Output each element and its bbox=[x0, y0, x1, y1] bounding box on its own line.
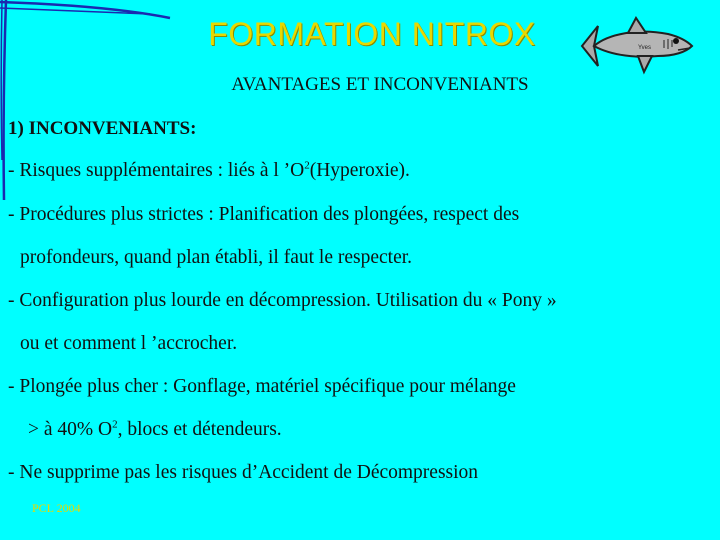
slide-subtitle: AVANTAGES ET INCONVENIANTS bbox=[231, 74, 529, 95]
footer-credit: PCL 2004 bbox=[32, 501, 81, 515]
bullet-procedures: - Procédures plus strictes : Planification des plongées, respect des bbox=[8, 204, 520, 225]
shark-icon bbox=[578, 16, 696, 78]
bullet-configuration: - Configuration plus lourde en décompression. Utilisation du « Pony » bbox=[8, 290, 557, 311]
bullet-procedures-cont: profondeurs, quand plan établi, il faut le respecter. bbox=[20, 247, 413, 268]
bullet-risques: - Risques supplémentaires : liés à l $’O^2(Hyperoxie)$. bbox=[8, 159, 410, 181]
shark-label: Yves bbox=[638, 45, 652, 51]
bullet-accident-decompression: - Ne supprime pas les risques d’Accident de Décompression bbox=[8, 462, 479, 483]
section-heading: 1) INCONVENIANTS: bbox=[8, 118, 197, 139]
slide-title: FORMATION NITROX bbox=[208, 16, 536, 52]
bullet-configuration-cont: ou et comment l ’accrocher. bbox=[20, 333, 238, 354]
bullet-plongee-cher: - Plongée plus cher : Gonflage, matériel spécifique pour mélange bbox=[8, 376, 516, 397]
bullet-plongee-cher-cont: > à 40% $O^2$, blocs et détendeurs. bbox=[28, 418, 282, 440]
